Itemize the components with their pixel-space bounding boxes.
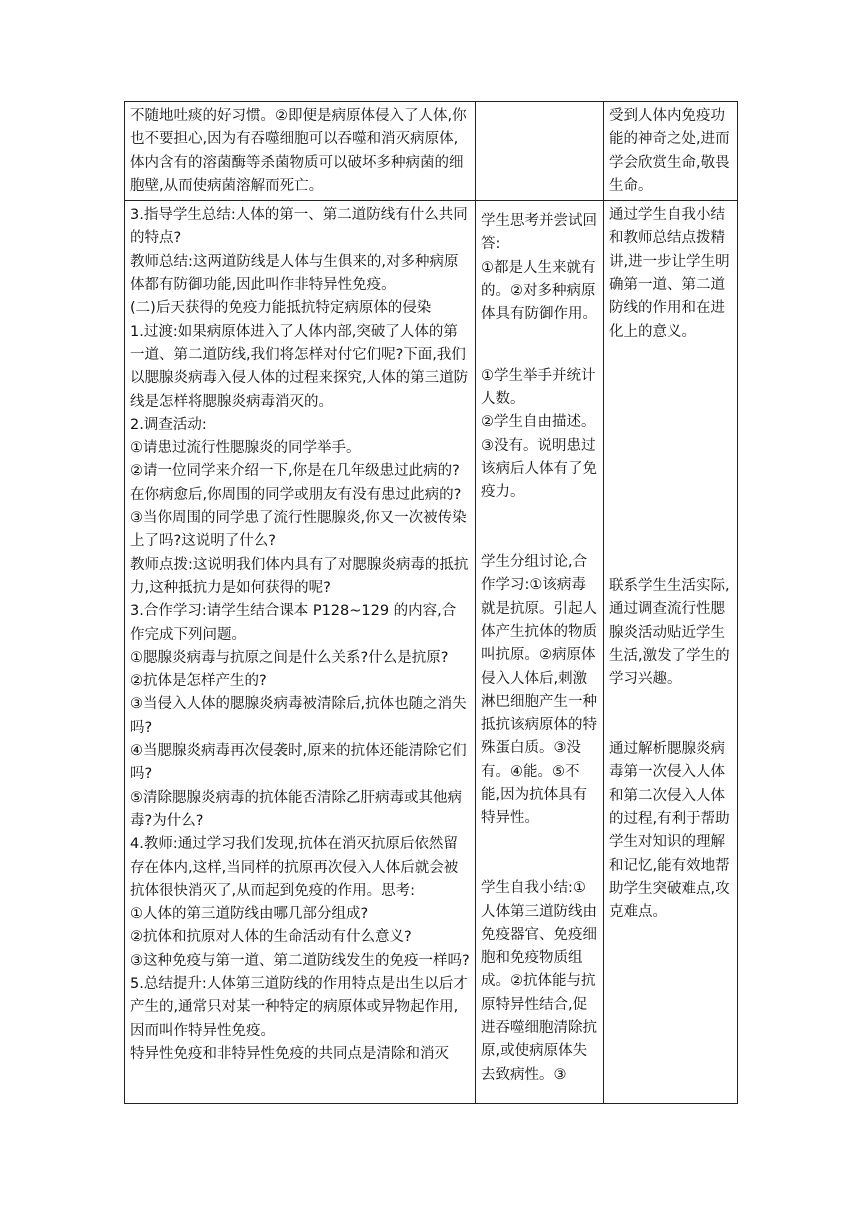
paragraph: 教师总结:这两道防线是人体与生俱来的,对多种病原体都有防御功能,因此叫作非特异性免疫。 xyxy=(130,253,459,294)
paragraph: ③这种免疫与第一道、第二道防线发生的免疫一样吗? xyxy=(130,952,470,969)
design-intent-cell xyxy=(604,102,738,201)
design-intent-cell xyxy=(604,201,738,1104)
paragraph: 特异性免疫和非特异性免疫的共同点是清除和消灭 xyxy=(130,1045,449,1062)
paragraph: ③当你周围的同学患了流行性腮腺炎,你又一次被传染上了吗?这说明了什么? xyxy=(130,510,467,550)
teacher-activity-cell xyxy=(125,201,476,1104)
paragraph: ①学生举手并统计人数。 xyxy=(481,367,596,407)
paragraph: ②抗体和抗原对人体的生命活动有什么意义? xyxy=(130,929,412,946)
paragraph: 教师点拨:这说明我们体内具有了对腮腺炎病毒的抵抗力,这种抵抗力是如何获得的呢? xyxy=(130,556,469,596)
paragraph: ④当腮腺炎病毒再次侵袭时,原来的抗体还能清除它们吗? xyxy=(130,743,467,783)
paragraph: 3.指导学生总结:人体的第一、第二道防线有什么共同的特点? xyxy=(130,207,468,247)
paragraph: ②请一位同学来介绍一下,你是在几年级患过此病的?在你病愈后,你周围的同学或朋友有没有患过此病的? xyxy=(130,463,462,503)
paragraph: 通过解析腮腺炎病毒第一次侵入人体和第二次侵入人体的过程,有利于帮助学生对知识的理解和记忆,能有效地帮助学生突破难点,攻克难点。 xyxy=(609,741,730,921)
section-heading: (二)后天获得的免疫力能抵抗特定病原体的侵染 xyxy=(130,300,432,317)
paragraph: 4.教师:通过学习我们发现,抗体在消灭抗原后依然留存在体内,这样,当同样的抗原再次侵入人体后就会被抗体很快消灭了,从而起到免疫的作用。思考: xyxy=(130,836,459,899)
student-activity-cell xyxy=(476,201,604,1104)
cell-text: 受到人体内免疫功能的神奇之处,进而学会欣赏生命,敬畏生命。 xyxy=(609,108,730,194)
paragraph: 2.调查活动: xyxy=(130,416,207,433)
table-row xyxy=(125,102,738,201)
student-activity-cell xyxy=(476,102,604,201)
teacher-activity-cell xyxy=(125,102,476,201)
paragraph: ②学生自由描述。 xyxy=(481,414,596,431)
paragraph: 3.合作学习:请学生结合课本 P128~129 的内容,合作完成下列问题。 xyxy=(130,603,457,643)
paragraph: 学生分组讨论,合作学习:①该病毒就是抗原。引起人体产生抗体的物质叫抗原。②病原体侵入人体后,刺激淋巴细胞产生一种抵抗该病原体的特殊蛋白质。③没有。④能。⑤不能,因为抗体具有特异性。 xyxy=(481,554,597,827)
paragraph: ②抗体是怎样产生的? xyxy=(130,673,267,690)
paragraph: ①都是人生来就有的。②对多种病原体具有防御作用。 xyxy=(481,259,597,323)
paragraph: ①请患过流行性腮腺炎的同学举手。 xyxy=(130,440,361,457)
paragraph: 学生思考并尝试回答: xyxy=(481,213,597,253)
lesson-plan-table xyxy=(124,101,738,1104)
paragraph: ①腮腺炎病毒与抗原之间是什么关系?什么是抗原? xyxy=(130,649,449,666)
paragraph: 通过学生自我小结和教师总结点拨精讲,进一步让学生明确第一道、第二道防线的作用和在进化上的意义。 xyxy=(609,207,730,340)
paragraph: 1.过渡:如果病原体进入了人体内部,突破了人体的第一道、第二道防线,我们将怎样对付它们呢?下面,我们以腮腺炎病毒入侵人体的过程来探究,人体的第三道防线是怎样将腮腺炎病毒消灭的。 xyxy=(130,323,469,410)
paragraph: ⑤清除腮腺炎病毒的抗体能否清除乙肝病毒或其他病毒?为什么? xyxy=(130,789,462,829)
paragraph: 学生自我小结:①人体第三道防线由免疫器官、免疫细胞和免疫物质组成。②抗体能与抗原特异性结合,促进吞噬细胞清除抗原,或使病原体失去致病性。③ xyxy=(481,880,597,1083)
paragraph: ③没有。说明患过该病后人体有了免疫力。 xyxy=(481,437,597,501)
paragraph: ③当侵入人体的腮腺炎病毒被清除后,抗体也随之消失吗? xyxy=(130,696,467,736)
table-row xyxy=(125,201,738,1104)
cell-text: 不随地吐痰的好习惯。②即便是病原体侵入了人体,你也不要担心,因为有吞噬细胞可以吞噬和消灭病原体,体内含有的溶菌酶等杀菌物质可以破坏多种病菌的细胞壁,从而使病菌溶解而死亡。 xyxy=(130,108,467,194)
paragraph: ①人体的第三道防线由哪几部分组成? xyxy=(130,906,369,923)
paragraph: 5.总结提升:人体第三道防线的作用特点是出生以后才产生的,通常只对某一种特定的病原体或异物起作用,因而叫作特异性免疫。 xyxy=(130,975,468,1039)
paragraph: 联系学生生活实际,通过调查流行性腮腺炎活动贴近学生生活,激发了学生的学习兴趣。 xyxy=(609,577,730,688)
